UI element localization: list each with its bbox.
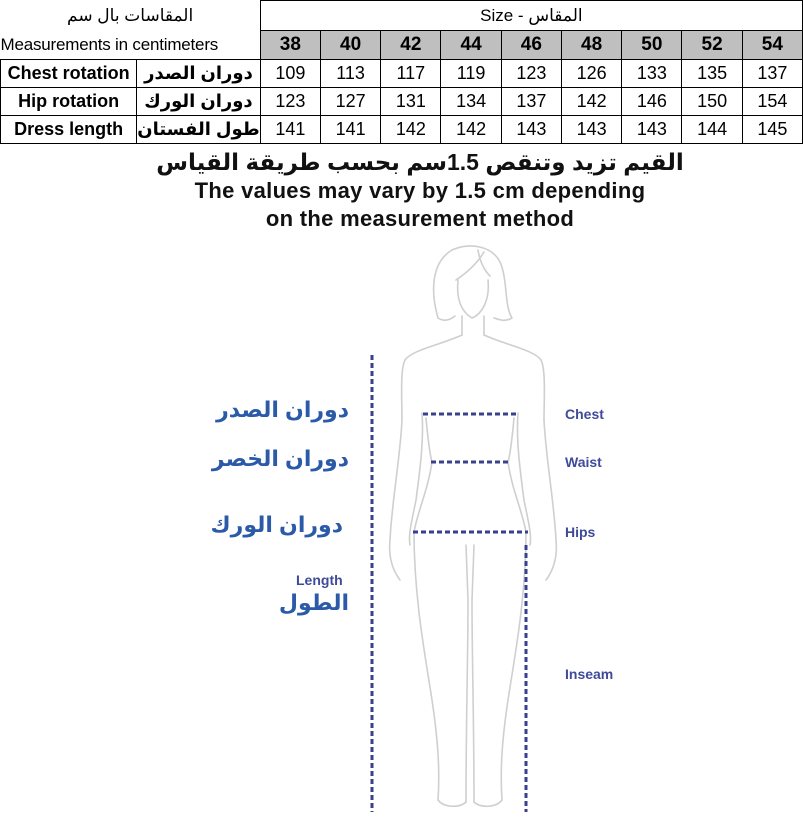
table-cell: 119 bbox=[441, 60, 501, 88]
table-cell: 150 bbox=[682, 88, 742, 116]
label-waist-arabic: دوران الخصر bbox=[211, 446, 349, 471]
note-english-line1: The values may vary by 1.5 cm depending bbox=[194, 178, 646, 203]
table-cell: 109 bbox=[260, 60, 320, 88]
table-cell: 154 bbox=[742, 88, 802, 116]
table-cell: 142 bbox=[561, 88, 621, 116]
table-cell: 127 bbox=[320, 88, 380, 116]
label-hips: Hips bbox=[565, 524, 596, 540]
row-label-english: Dress length bbox=[1, 116, 137, 144]
table-cell: 143 bbox=[561, 116, 621, 144]
table-cell: 141 bbox=[320, 116, 380, 144]
size-col-header: 54 bbox=[742, 31, 802, 60]
table-cell: 133 bbox=[622, 60, 682, 88]
table-cell: 113 bbox=[320, 60, 380, 88]
note-english-line2: on the measurement method bbox=[265, 206, 575, 231]
label-chest: Chest bbox=[565, 406, 604, 422]
label-waist: Waist bbox=[565, 454, 602, 470]
size-col-header: 42 bbox=[381, 31, 441, 60]
row-label-arabic: طول الفستان bbox=[137, 116, 261, 144]
size-col-header: 38 bbox=[260, 31, 320, 60]
measurement-lines bbox=[372, 355, 528, 812]
size-col-header: 48 bbox=[561, 31, 621, 60]
table-cell: 143 bbox=[501, 116, 561, 144]
note-arabic: القيم تزيد وتنقص 1.5سم بحسب طريقة القياس bbox=[156, 149, 684, 175]
table-cell: 131 bbox=[381, 88, 441, 116]
label-length-arabic: الطول bbox=[278, 590, 349, 615]
table-cell: 145 bbox=[742, 116, 802, 144]
label-inseam: Inseam bbox=[565, 666, 614, 682]
table-title-english: Measurements in centimeters bbox=[0, 34, 219, 54]
table-cell: 142 bbox=[381, 116, 441, 144]
row-label-english: Hip rotation bbox=[1, 88, 137, 116]
size-col-header: 40 bbox=[320, 31, 380, 60]
table-cell: 141 bbox=[260, 116, 320, 144]
size-col-header: 46 bbox=[501, 31, 561, 60]
row-label-arabic: دوران الورك bbox=[137, 88, 261, 116]
table-cell: 144 bbox=[682, 116, 742, 144]
label-length: Length bbox=[296, 572, 343, 588]
table-cell: 123 bbox=[501, 60, 561, 88]
table-cell: 137 bbox=[501, 88, 561, 116]
table-cell: 135 bbox=[682, 60, 742, 88]
size-header: Size - المقاس bbox=[260, 1, 802, 31]
table-cell: 143 bbox=[622, 116, 682, 144]
table-cell: 146 bbox=[622, 88, 682, 116]
table-cell: 123 bbox=[260, 88, 320, 116]
woman-silhouette-icon bbox=[390, 246, 557, 806]
row-label-arabic: دوران الصدر bbox=[137, 60, 261, 88]
table-cell: 137 bbox=[742, 60, 802, 88]
row-label-english: Chest rotation bbox=[1, 60, 137, 88]
label-chest-arabic: دوران الصدر bbox=[216, 397, 349, 422]
table-cell: 126 bbox=[561, 60, 621, 88]
table-title-arabic: المقاسات بال سم bbox=[67, 5, 194, 25]
label-hips-arabic: دوران الورك bbox=[210, 512, 343, 537]
size-col-header: 44 bbox=[441, 31, 501, 60]
table-cell: 117 bbox=[381, 60, 441, 88]
size-col-header: 52 bbox=[682, 31, 742, 60]
table-cell: 142 bbox=[441, 116, 501, 144]
table-cell: 134 bbox=[441, 88, 501, 116]
size-col-header: 50 bbox=[622, 31, 682, 60]
